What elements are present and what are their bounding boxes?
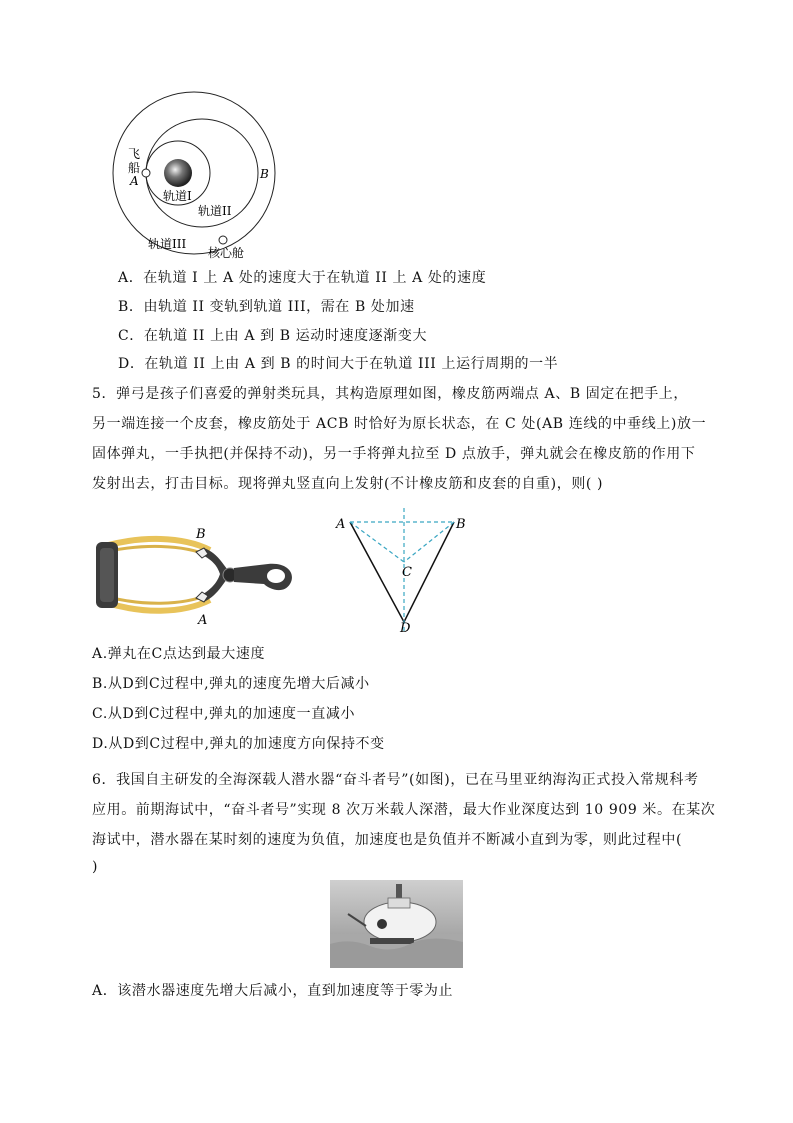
handle-hole — [267, 569, 285, 583]
q6-line-4: ) — [92, 859, 99, 875]
line-ac — [350, 522, 404, 562]
line-bc — [404, 522, 454, 562]
q5-line-3: 固体弹丸，一手执把(并保持不动)，另一手将弹丸拉至 D 点放手，弹丸就会在橡皮筋的作用下 — [92, 446, 696, 462]
orbit-label-1: 轨道I — [163, 189, 192, 203]
slingshot-label-b: B — [196, 527, 206, 542]
q6-line-2: 应用。前期海试中，“奋斗者号”实现 8 次万米载人深潜，最大作业深度达到 10 909 米。在某次 — [92, 802, 716, 818]
diagram-label-d: D — [400, 621, 411, 636]
rubber-band-bottom-2 — [104, 594, 210, 603]
slingshot-diagram — [330, 508, 480, 636]
q5-option-a: A.弹丸在C点达到最大速度 — [92, 646, 266, 662]
orbit-label-b: B — [260, 167, 269, 181]
slingshot-label-a: A — [198, 613, 208, 628]
core-module-dot — [219, 236, 227, 244]
q5-option-b: B.从D到C过程中,弹丸的速度先增大后减小 — [92, 676, 370, 692]
q4-option-d: D．在轨道 II 上由 A 到 B 的时间大于在轨道 III 上运行周期的一半 — [118, 356, 559, 372]
spacecraft-dot — [142, 169, 150, 177]
q6-line-1: 6．我国自主研发的全海深载人潜水器“奋斗者号”(如图)，已在马里亚纳海沟正式投入常规科考 — [92, 772, 699, 788]
submersible-image — [330, 880, 463, 968]
slingshot-image — [92, 524, 302, 628]
orbit-label-ship-1: 飞 — [128, 147, 141, 161]
q5-option-d: D.从D到C过程中,弹丸的加速度方向保持不变 — [92, 736, 385, 752]
submersible-skid — [370, 938, 414, 944]
orbit-label-ship-2: 船 — [128, 161, 141, 175]
planet-icon — [164, 159, 192, 187]
q5-line-4: 发射出去，打击目标。现将弹丸竖直向上发射(不计橡皮筋和皮套的自重)，则( ) — [92, 476, 604, 492]
orbit-figure — [90, 88, 290, 263]
orbit-label-2: 轨道II — [198, 204, 232, 218]
rubber-band-top-2 — [104, 546, 210, 556]
q4-option-c: C．在轨道 II 上由 A 到 B 运动时速度逐渐变大 — [118, 328, 428, 344]
rubber-band-bottom — [104, 600, 210, 611]
line-ad — [350, 522, 404, 622]
q5-option-c: C.从D到C过程中,弹丸的加速度一直减小 — [92, 706, 356, 722]
q5-line-1: 5．弹弓是孩子们喜爱的弹射类玩具，其构造原理如图，橡皮筋两端点 A、B 固定在把手上， — [92, 386, 689, 402]
q6-line-3: 海试中，潜水器在某时刻的速度为负值，加速度也是负值并不断减小直到为零，则此过程中( — [92, 832, 683, 848]
q4-option-a: A．在轨道 I 上 A 处的速度大于在轨道 II 上 A 处的速度 — [118, 270, 487, 286]
pouch-texture — [100, 548, 114, 602]
orbit-label-core: 核心舱 — [208, 246, 245, 260]
submersible-window — [377, 919, 387, 929]
q5-line-2: 另一端连接一个皮套，橡皮筋处于 ACB 时恰好为原长状态，在 C 处(AB 连线的中垂线上)放一 — [92, 416, 707, 432]
q6-option-a: A．该潜水器速度先增大后减小，直到加速度等于零为止 — [92, 983, 454, 999]
diagram-label-b: B — [456, 517, 466, 532]
orbit-label-a: A — [130, 174, 139, 188]
diagram-label-a: A — [336, 517, 346, 532]
orbit-label-3: 轨道III — [148, 237, 187, 251]
q4-option-b: B．由轨道 II 变轨到轨道 III，需在 B 处加速 — [118, 299, 415, 315]
diagram-label-c: C — [402, 565, 412, 580]
submersible-tower — [388, 898, 410, 908]
